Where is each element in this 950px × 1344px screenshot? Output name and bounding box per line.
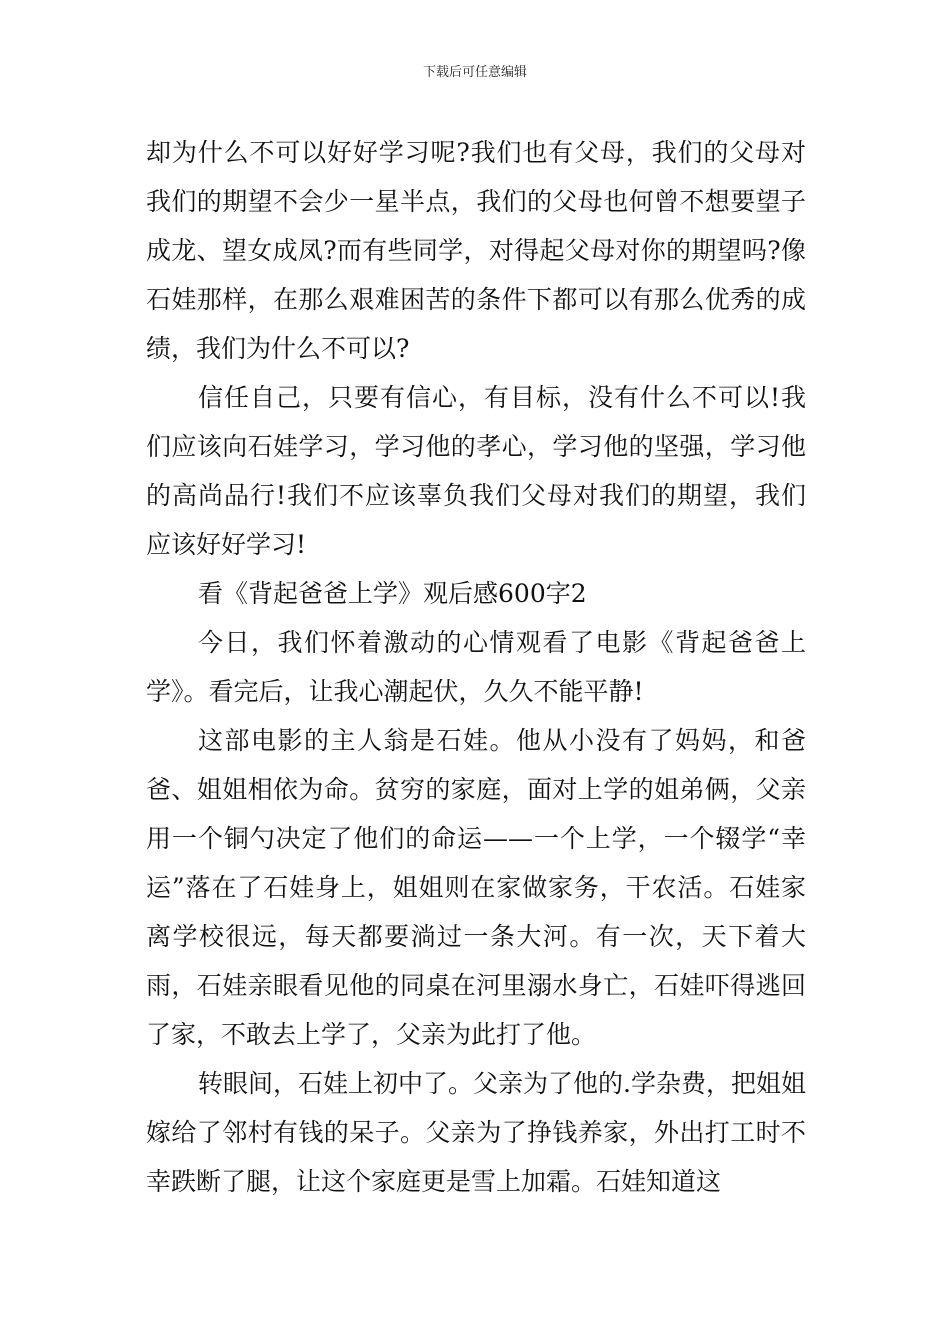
paragraph-1: 却为什么不可以好好学习呢?我们也有父母，我们的父母对我们的期望不会少一星半点，我们的父母也何曾不想要望子成龙、望女成凤?而有些同学，对得起父母对你的期望吗?像石娃那样，在那么艰难困苦的条件下都可以有那么优秀的成绩，我们为什么不可以? [146, 138, 806, 363]
page-header: 下载后可任意编辑 [422, 65, 527, 80]
document-body [146, 128, 806, 1206]
section-heading: 看《背起爸爸上学》观后感600字2 [198, 579, 587, 608]
paragraph-2: 信任自己，只要有信心，有目标，没有什么不可以!我们应该向石娃学习，学习他的孝心，学习他的坚强，学习他的高尚品行!我们不应该辜负我们父母对我们的期望，我们应该好好学习! [146, 383, 806, 559]
paragraph-4: 这部电影的主人翁是石娃。他从小没有了妈妈，和爸爸、姐姐相依为命。贫穷的家庭，面对上学的姐弟俩，父亲用一个铜勺决定了他们的命运——一个上学，一个辍学“幸运”落在了石娃身上，姐姐则在家做家务，干农活。石娃家离学校很远，每天都要淌过一条大河。有一次，天下着大雨，石娃亲眼看见他的同桌在河里溺水身亡，石娃吓得逃回了家，不敢去上学了，父亲为此打了他。 [146, 726, 806, 1049]
paragraph-5: 转眼间，石娃上初中了。父亲为了他的.学杂费，把姐姐嫁给了邻村有钱的呆子。父亲为了挣钱养家，外出打工时不幸跌断了腿，让这个家庭更是雪上加霜。石娃知道这 [146, 1069, 806, 1196]
paragraph-3: 今日，我们怀着激动的心情观看了电影《背起爸爸上学》。看完后，让我心潮起伏，久久不能平静! [146, 628, 806, 706]
